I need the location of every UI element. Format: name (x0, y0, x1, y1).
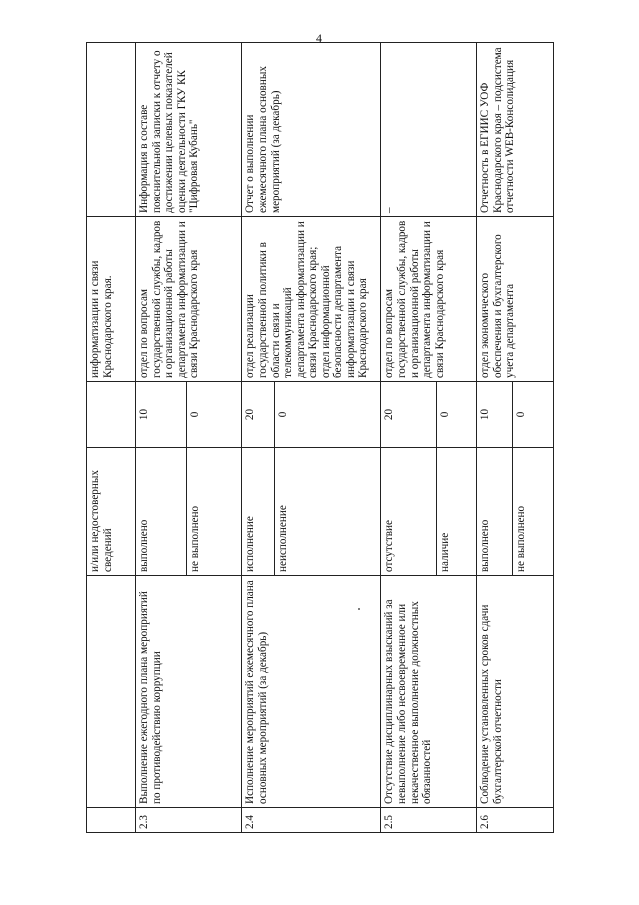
responsible-cell: отдел по вопросам государственной службы, кадров и организационной работы департамента информатизации и связи Краснодарского края (381, 217, 477, 382)
points-cell: 0 (187, 382, 242, 448)
criterion-name-cell: Соблюдение установленных сроков сдачи бухгалтерской отчетности (477, 576, 554, 808)
scan-speck (358, 608, 360, 610)
points-cell: 20 (381, 382, 436, 448)
responsible-cell: информатизации и связи Краснодарского края. (87, 217, 136, 382)
criterion-name-cell: Выполнение ежегодного плана мероприятий по противодействию коррупции (135, 576, 241, 808)
row-number-cell: 2.5 (381, 808, 477, 833)
table-cell (87, 576, 136, 808)
row-number-cell: 2.6 (477, 808, 554, 833)
responsible-cell: отдел по вопросам государственной службы, кадров и организационной работы департамента информатизации и связи Краснодарского края (135, 217, 241, 382)
value-cell: не выполнено (187, 448, 242, 576)
source-cell: – (381, 43, 477, 217)
value-cell: исполнение (242, 448, 274, 576)
responsible-cell: отдел экономического обеспечения и бухгалтерского учета департамента (477, 217, 554, 382)
criteria-table (86, 42, 554, 833)
points-cell: 0 (274, 382, 381, 448)
value-cell: наличие (436, 448, 476, 576)
value-cell: неисполнение (274, 448, 381, 576)
source-cell: Отчетность в ЕГИИС УОФ Краснодарского края – подсистема отчетности WEB-Консолидация (477, 43, 554, 217)
points-cell: 0 (436, 382, 476, 448)
table-row (87, 43, 136, 833)
rotated-table-wrapper (86, 43, 554, 833)
row-number-cell: 2.3 (135, 808, 241, 833)
criterion-name-cell: Отсутствие дисциплинарных взысканий за невыполнение либо несвоевременное или некачественное выполнение должностных обязанностей (381, 576, 477, 808)
source-cell: Отчет о выполнении ежемесячного плана основных мероприятий (за декабрь) (242, 43, 381, 217)
table-cell (87, 382, 136, 448)
value-cell: выполнено (477, 448, 513, 576)
page-number: 4 (316, 31, 322, 45)
row-number-cell: 2.4 (242, 808, 381, 833)
table-cell (87, 808, 136, 833)
value-cell: выполнено (135, 448, 186, 576)
points-cell: 10 (135, 382, 186, 448)
table-row (242, 43, 274, 833)
value-cell: и/или недостоверных сведений (87, 448, 136, 576)
table-cell (87, 43, 136, 217)
points-cell: 20 (242, 382, 274, 448)
table-row (477, 43, 513, 833)
table-row (381, 43, 436, 833)
source-cell: Информация в составе пояснительной записки к отчету о достижении целевых показателей оценки деятельности ГКУ КК "Цифровая Кубань" (135, 43, 241, 217)
points-cell: 0 (513, 382, 554, 448)
criterion-name-cell: Исполнение мероприятий ежемесячного плана основных мероприятий (за декабрь) (242, 576, 381, 808)
responsible-cell: отдел реализации государственной политики в области связи и телекоммуникаций департамента информатизации и связи Краснодарского края; отдел информационной безопасности департамента информатизации и связи Краснодарского края (242, 217, 381, 382)
table-row (135, 43, 186, 833)
points-cell: 10 (477, 382, 513, 448)
value-cell: отсутствие (381, 448, 436, 576)
value-cell: не выполнено (513, 448, 554, 576)
rotated-table-inner (86, 43, 554, 833)
